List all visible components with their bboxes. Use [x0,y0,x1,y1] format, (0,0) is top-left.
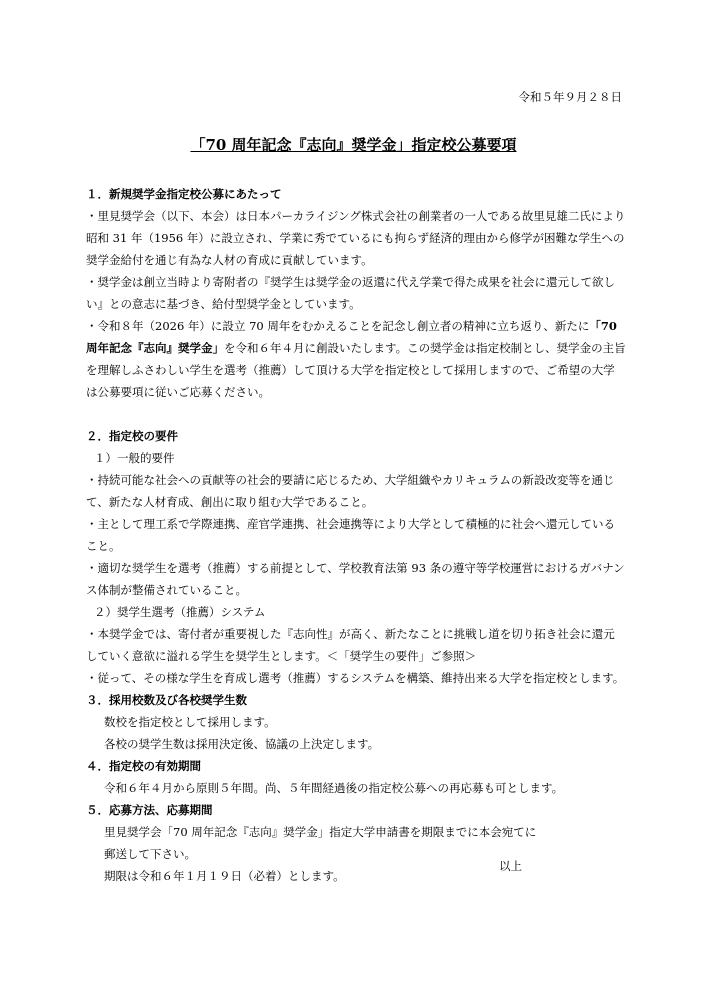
section-2-bullet-1: ・持続可能な社会への貢献等の社会的要請に応じるため、大学組織やカリキュラムの新設改変等を通じて、新たな人材育成、創出に取り組む大学であること。 [86,473,615,509]
paragraph-3-part-c: を令和６年４月に創設いたします。この奨学金は指定校制とし、奨学金の主旨を理解しふさわしい学生を選考（推薦）して頂ける大学を指定校として採用しますので、ご希望の大学は公募要項に従いご応募ください。 [86,341,626,399]
section-5-line-1: 里見奨学会「70 周年記念『志向』奨学金」指定大学申請書を期限までに本会宛てに [104,825,537,839]
section-1-paragraph-1: ・里見奨学会（以下、本会）は日本パーカライジング株式会社の創業者の一人である故里見雄二氏により昭和 31 年（1956 年）に設立され、学業に秀でているにも拘らず経済的理由から修学が困難な学生への奨学金給付を通じ有為な人材の育成に貢献しています。 [86,209,626,267]
section-2-bullet-4: ・本奨学金では、寄付者が重要視した『志向性』が高く、新たなことに挑戦し道を切り拓き社会に還元していく意欲に溢れる学生を奨学生とします。＜「奨学生の要件」ご参照＞ [86,627,615,663]
section-3-heading: ３．採用校数及び各校奨学生数 [86,693,247,707]
section-2-bullet-5: ・従って、その様な学生を育成し選考（推薦）するシステムを構築、維持出来る大学を指定校とします。 [86,671,625,685]
section-3-line-2: 各校の奨学生数は採用決定後、協議の上決定します。 [104,737,380,751]
section-2-sub-2: ２）奨学生選考（推薦）システム [94,605,266,619]
document-body [86,183,626,887]
section-5-line-2: 郵送して下さい。 [104,847,196,861]
section-2-bullet-3: ・適切な奨学生を選考（推薦）する前提として、学校教育法第 93 条の遵守等学校運営におけるガバナンス体制が整備されていること。 [86,561,625,597]
document-title [0,134,707,155]
issue-date: 令和５年９月２８日 [518,90,622,104]
section-4-heading: ４．指定校の有効期間 [86,759,201,773]
closing-mark: 以上 [499,859,522,873]
title-text: 「70 周年記念『志向』奨学金」指定校公募要項 [190,136,517,154]
section-2-sub-1: １）一般的要件 [94,451,175,465]
section-1-paragraph-2: ・奨学金は創立当時より寄附者の『奨学生は奨学金の返還に代え学業で得た成果を社会に還元して欲しい』との意志に基づき、給付型奨学金としています。 [86,275,615,311]
section-3-line-1: 数校を指定校として採用します。 [104,715,276,729]
section-2-heading: ２．指定校の要件 [86,429,178,443]
spacer [86,403,626,425]
section-4-line-1: 令和６年４月から原則５年間。尚、５年間経過後の指定校公募への再応募も可とします。 [104,781,564,795]
scholarship-name-bold: 「70 周年記念『志向』奨学金」 [86,319,617,355]
section-1-paragraph-3 [86,315,626,403]
section-5-heading: ５．応募方法、応募期間 [86,803,213,817]
section-2-bullet-2: ・主として理工系で学際連携、産官学連携、社会連携等により大学として積極的に社会へ還元していること。 [86,517,615,553]
section-1-heading: １．新規奨学金指定校公募にあたって [86,187,282,201]
paragraph-3-part-a: ・令和８年（2026 年）に設立 70 周年をむかえることを記念し創立者の精神に立ち返り、新たに [86,319,590,333]
section-5-line-3: 期限は令和６年１月１９日（必着）とします。 [104,869,345,883]
